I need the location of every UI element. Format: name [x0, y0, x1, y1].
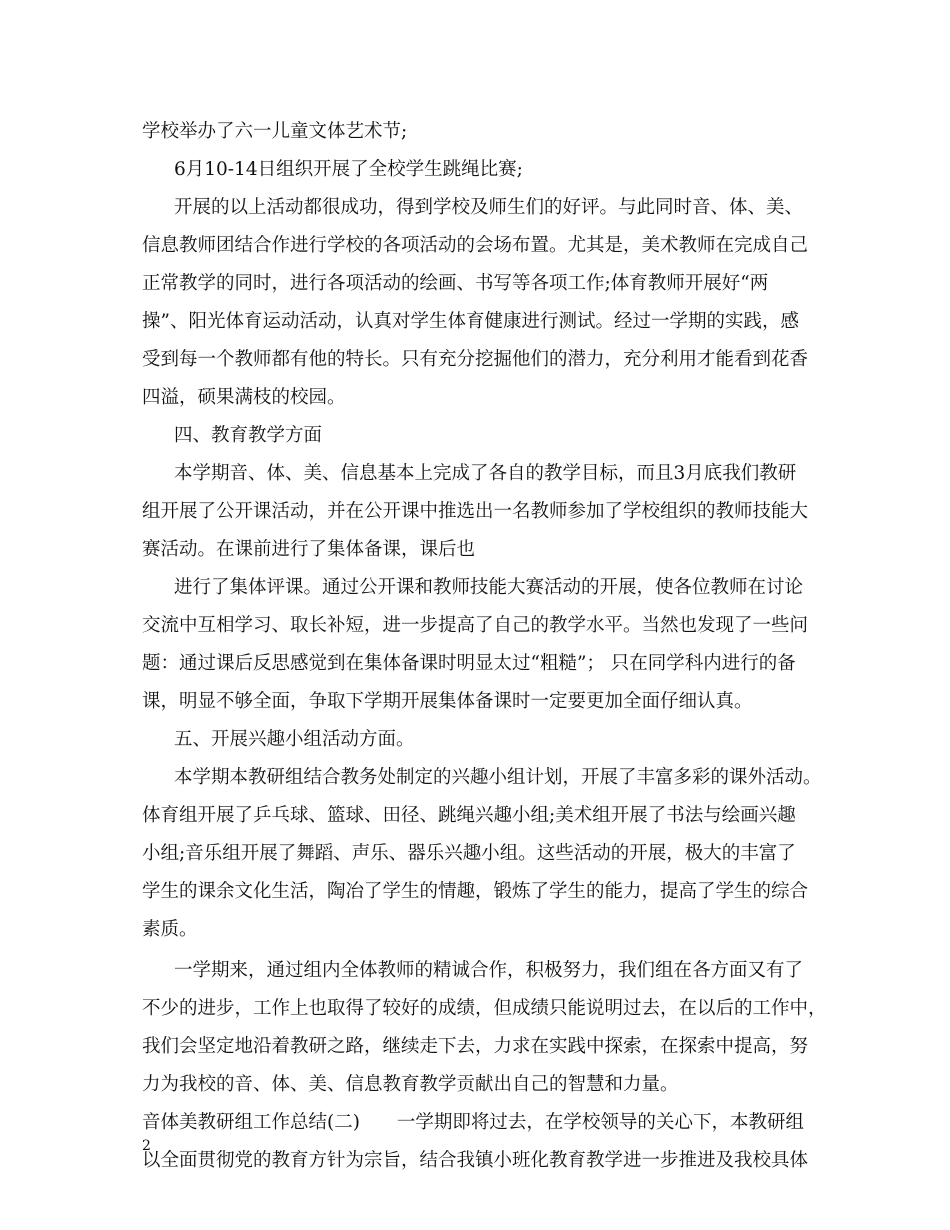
text-line: 进行了集体评课。通过公开课和教师技能大赛活动的开展，使各位教师在讨论 — [174, 577, 804, 598]
text-line: 操”、阳光体育运动活动，认真对学生体育健康进行测试。经过一学期的实践，感 — [142, 311, 799, 332]
text-line: 学校举办了六一儿童文体艺术节; — [142, 121, 408, 142]
text-line: 小组;音乐组开展了舞蹈、声乐、器乐兴趣小组。这些活动的开展，极大的丰富了 — [142, 843, 796, 864]
text-line: 赛活动。在课前进行了集体备课，课后也 — [142, 539, 476, 560]
text-line: 开展的以上活动都很成功，得到学校及师生们的好评。与此同时音、体、美、 — [174, 197, 804, 218]
text-line: 学生的课余文化生活，陶冶了学生的情趣，锻炼了学生的能力，提高了学生的综合 — [142, 881, 809, 902]
text-line: 四溢，硕果满枝的校园。 — [142, 387, 346, 408]
text-line: 题：通过课后反思感觉到在集体备课时明显太过“粗糙”； 只在同学科内进行的备 — [142, 653, 796, 674]
text-line: 交流中互相学习、取长补短，进一步提高了自己的教学水平。当然也发现了一些问 — [142, 615, 809, 636]
text-line: 课，明显不够全面，争取下学期开展集体备课时一定要更加全面仔细认真。 — [142, 691, 753, 712]
text-line: 我们会坚定地沿着教研之路，继续走下去，力求在实践中探索，在探索中提高，努 — [142, 1036, 809, 1057]
text-line: 一学期来，通过组内全体教师的精诚合作，积极努力，我们组在各方面又有了 — [174, 960, 804, 981]
text-line: 本学期音、体、美、信息基本上完成了各自的教学目标，而且3月底我们教研 — [174, 463, 797, 484]
page-number: 2 — [142, 1138, 151, 1154]
text-line: 组开展了公开课活动，并在公开课中推选出一名教师参加了学校组织的教师技能大 — [142, 501, 809, 522]
text-line: 以全面贯彻党的教育方针为宗旨，结合我镇小班化教育教学进一步推进及我校具体 — [142, 1150, 809, 1171]
text-line: 力为我校的音、体、美、信息教育教学贡献出自己的智慧和力量。 — [142, 1074, 679, 1095]
text-line: 体育组开展了乒乓球、篮球、田径、跳绳兴趣小组;美术组开展了书法与绘画兴趣 — [142, 805, 796, 826]
text-line: 6月10-14日组织开展了全校学生跳绳比赛; — [174, 159, 523, 180]
text-line: 本学期本教研组结合教务处制定的兴趣小组计划，开展了丰富多彩的课外活动。 — [174, 767, 822, 788]
document-body — [142, 113, 832, 1180]
text-line: 素质。 — [142, 919, 198, 940]
text-line: 不少的进步，工作上也取得了较好的成绩，但成绩只能说明过去，在以后的工作中， — [142, 998, 827, 1019]
text-line: 信息教师团结合作进行学校的各项活动的会场布置。尤其是，美术教师在完成自己 — [142, 235, 809, 256]
text-line: 受到每一个教师都有他的特长。只有充分挖掘他们的潜力，充分利用才能看到花香 — [142, 349, 809, 370]
text-line: 音体美教研组工作总结(二) 一学期即将过去，在学校领导的关心下，本教研组 — [142, 1112, 804, 1133]
section-heading: 五、开展兴趣小组活动方面。 — [174, 729, 415, 750]
section-heading: 四、教育教学方面 — [174, 425, 323, 446]
text-line: 正常教学的同时，进行各项活动的绘画、书写等各项工作;体育教师开展好“两 — [142, 273, 769, 294]
